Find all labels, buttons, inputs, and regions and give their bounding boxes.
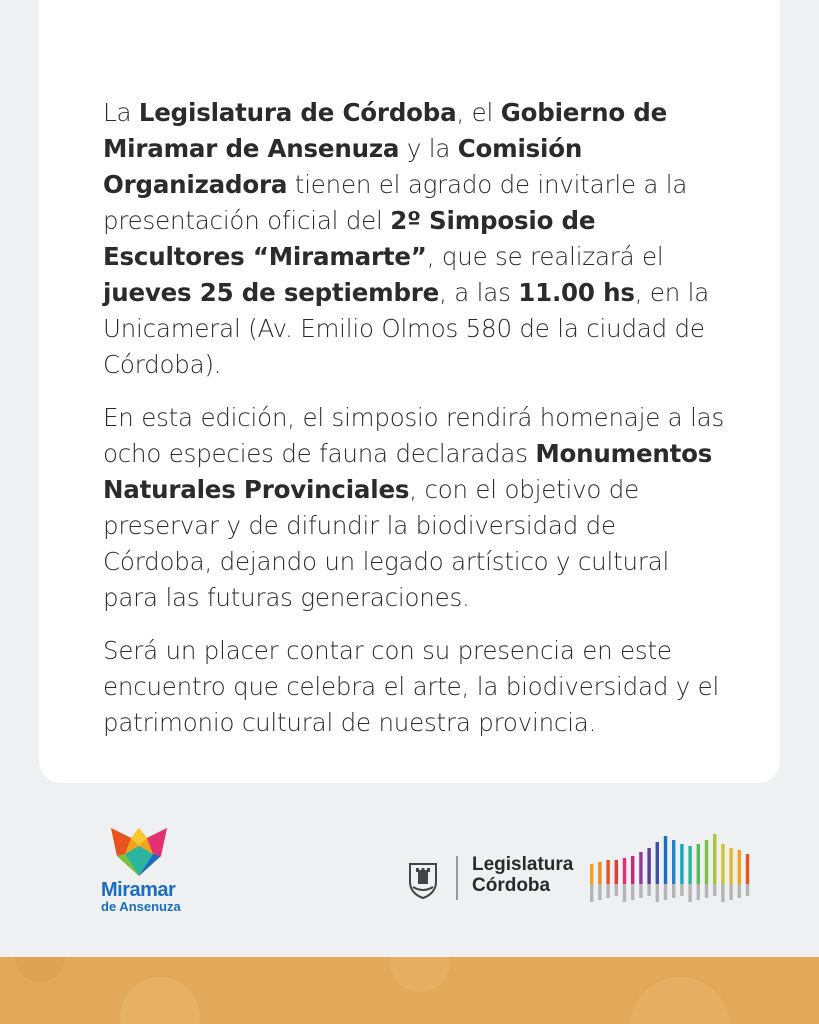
miramar-logo-name: Miramar [101, 879, 176, 901]
legislatura-logo-line1: Legislatura [472, 854, 574, 875]
miramar-logo-subname: de Ansenuza [101, 899, 181, 914]
color-bar [598, 862, 601, 884]
coat-of-arms-icon [407, 860, 439, 900]
grey-bar [615, 884, 618, 896]
grey-bar [590, 884, 593, 902]
grey-bar [721, 884, 724, 902]
grey-bar [623, 884, 626, 902]
grey-bar [729, 884, 732, 900]
color-bar [672, 840, 675, 884]
miramar-logo [101, 824, 191, 926]
footer-band [0, 957, 819, 1024]
color-bar [639, 852, 642, 884]
color-bar [697, 844, 700, 884]
color-bar [656, 842, 659, 884]
color-bar [738, 850, 741, 884]
grey-bar [656, 884, 659, 902]
color-bar [705, 840, 708, 884]
color-bar [615, 860, 618, 884]
logo-divider [456, 856, 458, 900]
legislatura-logo [405, 830, 765, 910]
grey-bar [631, 884, 634, 900]
color-bars-graphic [590, 830, 760, 910]
color-bar [606, 860, 609, 884]
grey-bar [664, 884, 667, 900]
color-bar [623, 858, 626, 884]
grey-bar [680, 884, 683, 896]
grey-bar [713, 884, 716, 896]
legislatura-logo-line2: Córdoba [472, 875, 551, 896]
grey-bar [606, 884, 609, 898]
color-bar [729, 848, 732, 884]
grey-bar [746, 884, 749, 896]
color-bar [647, 848, 650, 884]
color-bar [664, 836, 667, 884]
grey-bar [738, 884, 741, 898]
grey-bar [705, 884, 708, 898]
paragraph-2: En esta edición, el simposio rendirá homenaje a las ocho especies de fauna declaradas Monumentos Naturales Provinciales, con el objetivo de preservar y de difundir la biodiversidad de Córdoba, dejando un legado artístico y cultural para las futuras generaciones. [103, 403, 725, 612]
color-bar [680, 844, 683, 884]
grey-bar [672, 884, 675, 898]
miramar-emblem-icon [109, 826, 169, 882]
color-bar [713, 834, 716, 884]
grey-bar [639, 884, 642, 898]
invitation-text [103, 95, 728, 758]
color-bar [746, 854, 749, 884]
grey-bar [647, 884, 650, 896]
grey-bar [697, 884, 700, 900]
footer-pattern [0, 957, 819, 1024]
color-bar [590, 864, 593, 884]
color-bar [688, 846, 691, 884]
color-bar [721, 844, 724, 884]
grey-bar [688, 884, 691, 902]
color-bar [631, 856, 634, 884]
grey-bar [598, 884, 601, 900]
paragraph-1: La Legislatura de Córdoba, el Gobierno de Miramar de Ansenuza y la Comisión Organizadora tienen el agrado de invitarle a la presentación oficial del 2º Simposio de Escultores “Miramarte”, que se realizará el jueves 25 de septiembre, a las 11.00 hs, en la Unicameral (Av. Emilio Olmos 580 de la ciudad de Córdoba). [103, 98, 710, 379]
paragraph-3: Será un placer contar con su presencia en este encuentro que celebra el arte, la biodiversidad y el patrimonio cultural de nuestra provincia. [103, 636, 720, 737]
